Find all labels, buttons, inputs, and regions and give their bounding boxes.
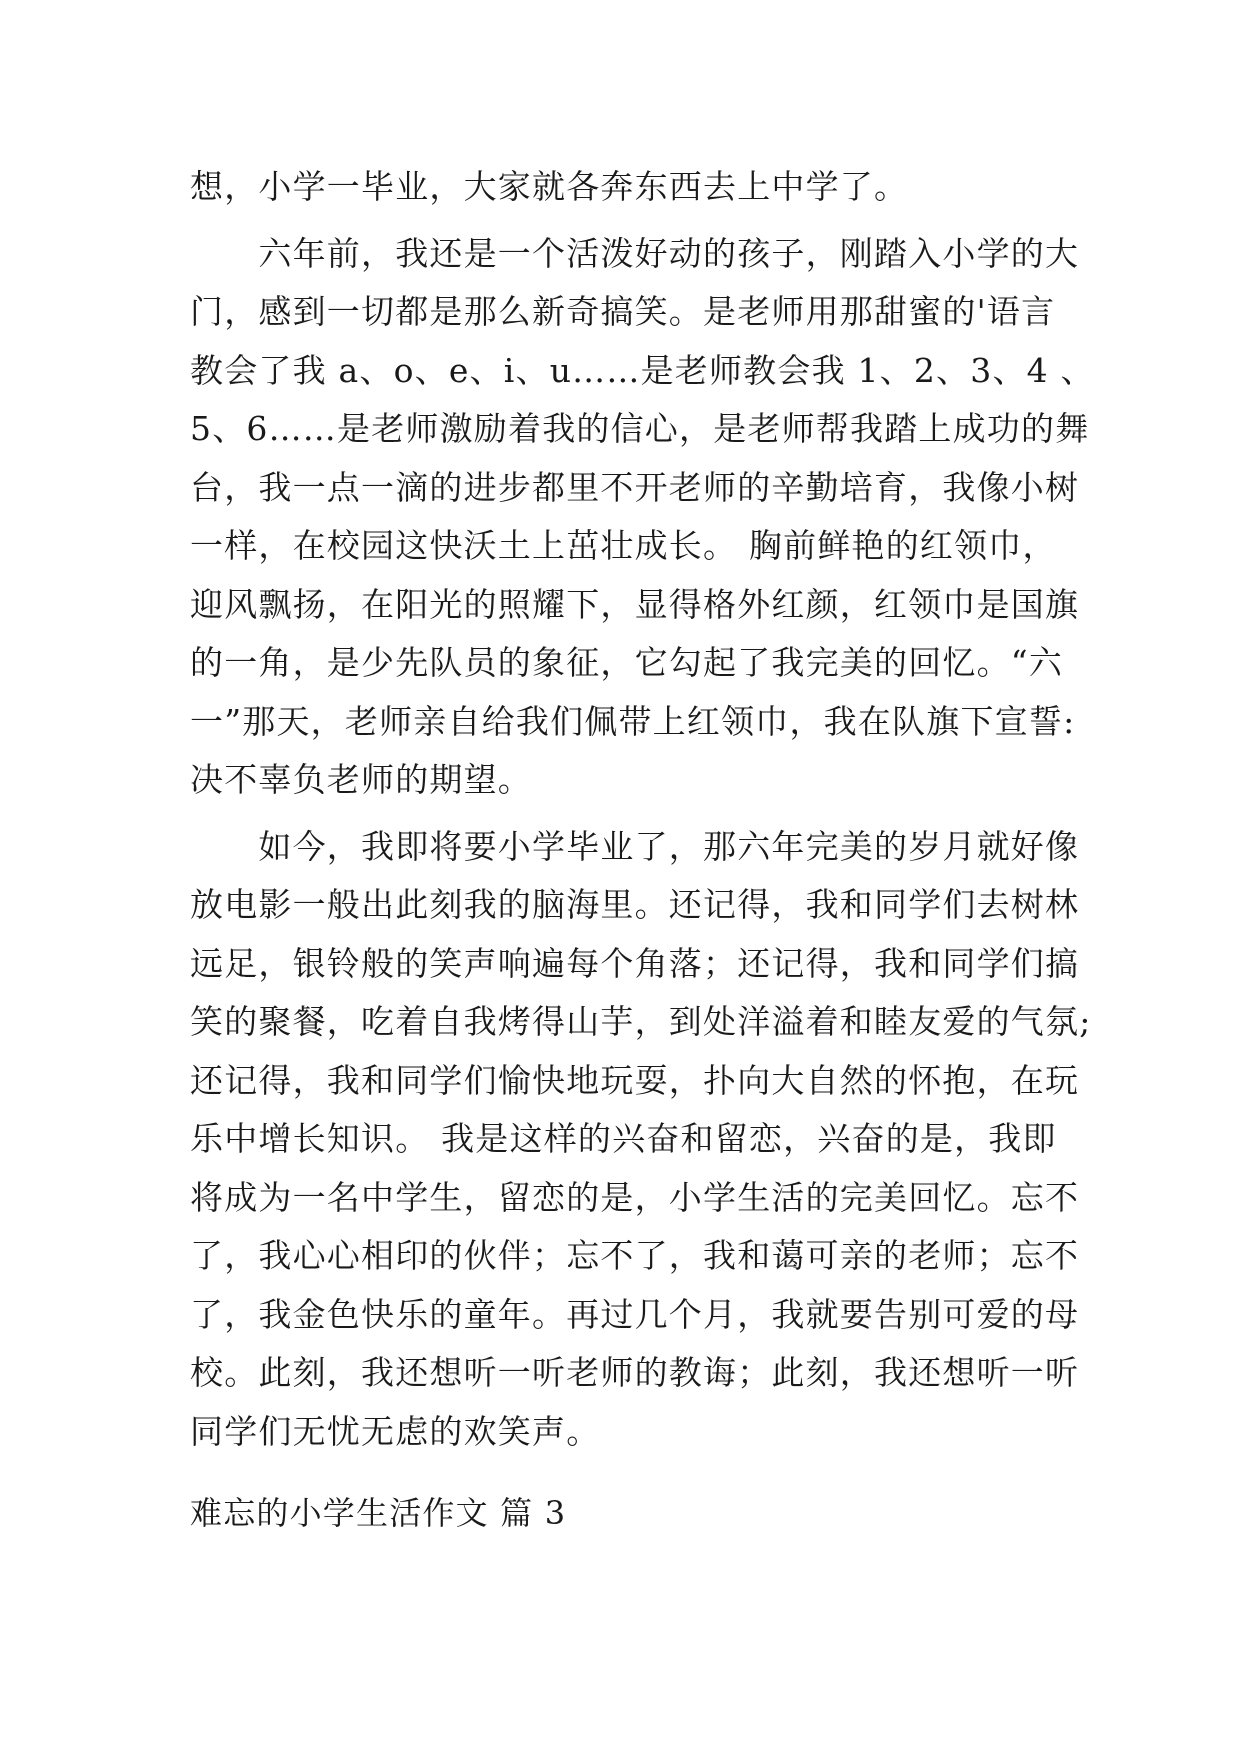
text-line: 迎风飘扬，在阳光的照耀下，显得格外红颜，红领巾是国旗 — [190, 584, 1080, 624]
text-line: 将成为一名中学生，留恋的是，小学生活的完美回忆。忘不 — [190, 1177, 1080, 1217]
text-line: 决不辜负老师的期望。 — [190, 760, 532, 799]
text-line: 同学们无忧无虑的欢笑声。 — [190, 1411, 601, 1451]
text-line: 远足，银铃般的笑声响遍每个角落；还记得，我和同学们搞 — [190, 943, 1080, 983]
text-line: 笑的聚餐，吃着自我烤得山芋，到处洋溢着和睦友爱的气氛; — [190, 1002, 1092, 1041]
text-line: 教会了我 a、o、e、i、u……是老师教会我 1、2、3、4 、 — [190, 350, 1095, 390]
text-line: 乐中增长知识。 我是这样的兴奋和留恋，兴奋的是，我即 — [190, 1119, 1057, 1158]
text-line: 校。此刻，我还想听一听老师的教诲；此刻，我还想听一听 — [190, 1353, 1080, 1392]
text-line: 了，我金色快乐的童年。再过几个月，我就要告别可爱的母 — [190, 1294, 1080, 1334]
text-line: 如今，我即将要小学毕业了，那六年完美的岁月就好像 — [190, 826, 1080, 866]
paragraph-gap — [190, 217, 1050, 225]
text-line: 一样，在校园这快沃土上茁壮成长。 胸前鲜艳的红领巾， — [190, 526, 1057, 565]
text-line: 想，小学一毕业，大家就各奔东西去上中学了。 — [190, 167, 909, 206]
text-line: 了，我心心相印的伙伴；忘不了，我和蔼可亲的老师；忘不 — [190, 1236, 1080, 1275]
text-line: 门，感到一切都是那么新奇搞笑。是老师用那甜蜜的'语言 — [190, 292, 1056, 331]
text-line: 的一角，是少先队员的象征，它勾起了我完美的回忆。“六 — [190, 643, 1064, 682]
text-line: 一”那天，老师亲自给我们佩带上红领巾，我在队旗下宣誓: — [190, 701, 1076, 741]
text-line: 六年前，我还是一个活泼好动的孩子，刚踏入小学的大 — [190, 233, 1080, 273]
section-heading: 难忘的小学生活作文 篇 3 — [190, 1494, 567, 1532]
essay-body — [190, 158, 1095, 1461]
text-line: 放电影一般出此刻我的脑海里。还记得，我和同学们去树林 — [190, 885, 1080, 924]
text-line: 还记得，我和同学们愉快地玩耍，扑向大自然的怀抱，在玩 — [190, 1060, 1080, 1100]
text-line: 5、6……是老师激励着我的信心，是老师帮我踏上成功的舞 — [190, 409, 1090, 448]
text-line: 台，我一点一滴的进步都里不开老师的辛勤培育，我像小树 — [190, 467, 1080, 507]
paragraph-gap — [190, 810, 1050, 818]
